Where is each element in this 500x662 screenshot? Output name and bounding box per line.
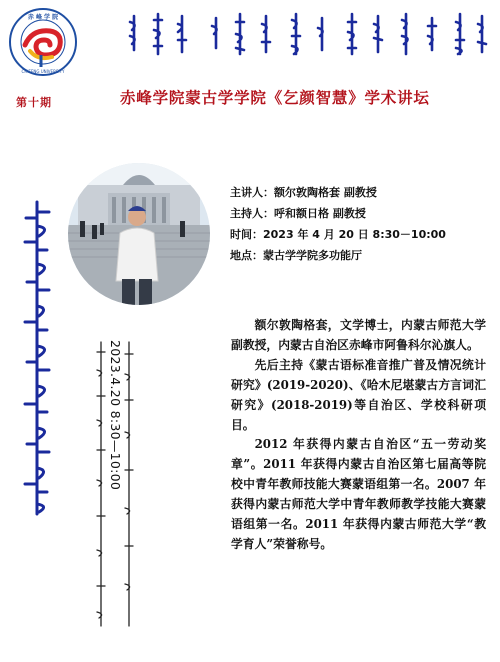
speaker-biography	[231, 316, 486, 555]
bio-paragraph-3: 2012 年获得内蒙古自治区“五一劳动奖章”。2011 年获得内蒙古自治区第七届高等院校中青年教师技能大赛蒙语组第一名。2007 年获得内蒙古师范大学中青年教师教学技能大赛蒙语组第一名。2011 年获得内蒙古师范大学“教学育人”荣誉称号。	[231, 437, 486, 551]
speaker-photo	[68, 163, 210, 305]
vertical-date-time: 2023.4.20 8:30—10:00	[108, 340, 123, 491]
mongolian-vertical-title-icon	[16, 198, 58, 518]
university-logo-icon	[8, 7, 78, 77]
svg-text:CHIFENG UNIVERSITY: CHIFENG UNIVERSITY	[21, 69, 65, 74]
bio-paragraph-1: 额尔敦陶格套，文学博士，内蒙古师范大学副教授，内蒙古自治区赤峰市阿鲁科尔沁旗人。	[231, 318, 486, 352]
speaker-line: 主讲人：额尔敦陶格套 副教授	[230, 186, 377, 199]
time-line: 时间：2023 年 4 月 20 日 8:30－10:00	[230, 228, 446, 241]
bio-paragraph-2: 先后主持《蒙古语标准音推广普及情况统计研究》(2019-2020)、《哈木尼堪蒙古方言词汇研究》(2018-2019)等自治区、学校科研项目。	[231, 357, 486, 432]
place-line: 地点：蒙古学学院多功能厅	[230, 249, 362, 262]
svg-text:赤 峰 学 院: 赤 峰 学 院	[27, 14, 59, 21]
host-line: 主持人：呼和额日格 副教授	[230, 207, 366, 220]
mongolian-vertical-details	[93, 340, 137, 630]
lecture-title: 赤峰学院蒙古学学院《乞颜智慧》学术讲坛	[120, 89, 430, 107]
issue-number: 第十期	[16, 96, 52, 109]
lecture-info	[230, 182, 446, 266]
mongolian-script-banner-icon	[120, 8, 495, 63]
